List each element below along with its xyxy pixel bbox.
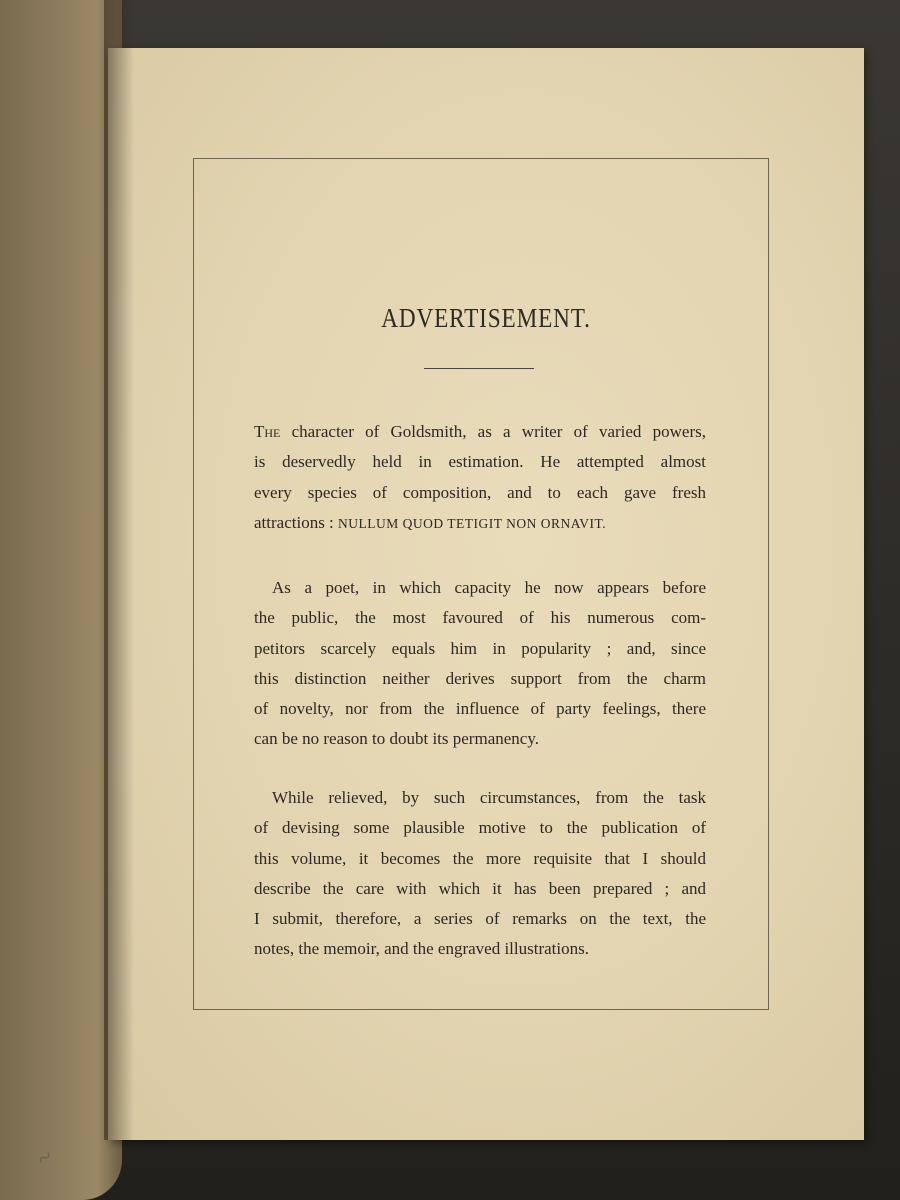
- paragraph-1-line-2: is deservedly held in estimation. He attempted almost: [254, 452, 706, 472]
- gutter-shadow: [104, 0, 134, 1140]
- paragraph-2-line-4: this distinction neither derives support from the charm: [254, 668, 706, 688]
- paragraph-2-line-3: petitors scarcely equals him in popularity ; and, since: [254, 638, 706, 658]
- paragraph-3-line-4: describe the care with which it has been prepared ; and: [254, 878, 706, 898]
- paragraph-3-line-6: notes, the memoir, and the engraved illustrations.: [254, 939, 589, 959]
- latin-motto: NULLUM QUOD TETIGIT NON ORNAVIT.: [338, 515, 607, 531]
- page-title: ADVERTISEMENT.: [381, 303, 591, 333]
- paragraph-1-lead: The: [254, 422, 281, 441]
- paragraph-2-line-1: As a poet, in which capacity he now appears before: [272, 578, 706, 597]
- paragraph-3-line-3: this volume, it becomes the more requisite that I should: [254, 848, 706, 868]
- paragraph-3-line-2: of devising some plausible motive to the publication of: [254, 818, 706, 838]
- paragraph-1-line-1: The character of Goldsmith, as a writer of varied powers,: [254, 422, 706, 441]
- paragraph-1-line-3: every species of composition, and to each gave fresh: [254, 482, 706, 502]
- paragraph-2-line-2: the public, the most favoured of his numerous com-: [254, 608, 706, 628]
- title-rule: [424, 368, 534, 369]
- paragraph-1: [254, 417, 706, 539]
- paragraph-2-line-5: of novelty, nor from the influence of party feelings, there: [254, 699, 706, 719]
- paragraph-3-line-5: I submit, therefore, a series of remarks on the text, the: [254, 909, 706, 929]
- paragraph-3: [254, 783, 706, 965]
- paragraph-2: [254, 573, 706, 755]
- paragraph-1-line-4: attractions : NULLUM QUOD TETIGIT NON ORNAVIT.: [254, 512, 607, 532]
- pencil-mark: ~: [30, 1142, 59, 1174]
- paragraph-3-line-1: While relieved, by such circumstances, from the task: [272, 788, 706, 807]
- paragraph-2-line-6: can be no reason to doubt its permanency.: [254, 729, 539, 749]
- book-page: [108, 48, 864, 1140]
